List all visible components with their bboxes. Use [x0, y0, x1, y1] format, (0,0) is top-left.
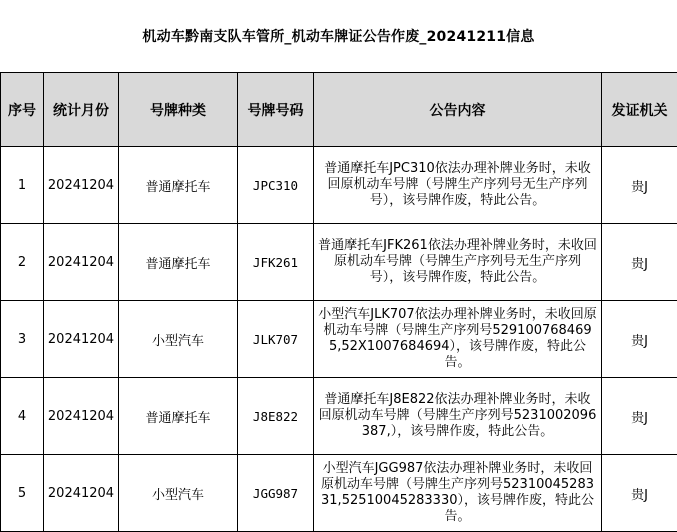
cell-content	[314, 224, 602, 301]
cell-content	[314, 455, 602, 532]
notice-table	[0, 72, 677, 532]
header-issuer: 发证机关	[602, 73, 677, 147]
header-plate-type: 号牌种类	[119, 73, 238, 147]
cell-month: 20241204	[44, 455, 119, 532]
header-no: 序号	[1, 73, 44, 147]
header-plate-number: 号牌号码	[238, 73, 314, 147]
cell-issuer: 贵J	[602, 378, 677, 455]
content-text: 普通摩托车JFK261依法办理补牌业务时，未收回原机动车号牌（号牌生产序列号无生产序列号），该号牌作废，特此公告。	[318, 238, 597, 286]
content-text: 小型汽车JGG987依法办理补牌业务时，未收回原机动车号牌（号牌生产序列号5231004528331,52510045283330），该号牌作废，特此公告。	[318, 461, 597, 525]
cell-issuer: 贵J	[602, 147, 677, 224]
cell-issuer: 贵J	[602, 301, 677, 378]
content-text: 普通摩托车JPC310依法办理补牌业务时，未收回原机动车号牌（号牌生产序列号无生产序列号），该号牌作废，特此公告。	[318, 161, 597, 209]
cell-content	[314, 301, 602, 378]
cell-plate-type: 普通摩托车	[119, 224, 238, 301]
content-text: 小型汽车JLK707依法办理补牌业务时，未收回原机动车号牌（号牌生产序列号5291007684695,52X1007684694），该号牌作废，特此公告。	[318, 307, 597, 371]
cell-month: 20241204	[44, 224, 119, 301]
cell-plate-number: JPC310	[238, 147, 314, 224]
header-month: 统计月份	[44, 73, 119, 147]
cell-month: 20241204	[44, 378, 119, 455]
cell-content	[314, 147, 602, 224]
cell-month: 20241204	[44, 301, 119, 378]
cell-issuer: 贵J	[602, 224, 677, 301]
cell-no: 5	[1, 455, 44, 532]
header-content: 公告内容	[314, 73, 602, 147]
cell-month: 20241204	[44, 147, 119, 224]
content-text: 普通摩托车J8E822依法办理补牌业务时，未收回原机动车号牌（号牌生产序列号5231002096387,），该号牌作废，特此公告。	[318, 392, 597, 440]
cell-plate-number: JGG987	[238, 455, 314, 532]
cell-no: 1	[1, 147, 44, 224]
cell-plate-type: 小型汽车	[119, 455, 238, 532]
table-row	[1, 378, 677, 455]
cell-plate-type: 普通摩托车	[119, 378, 238, 455]
table-row	[1, 301, 677, 378]
cell-plate-number: JFK261	[238, 224, 314, 301]
cell-plate-type: 普通摩托车	[119, 147, 238, 224]
cell-plate-number: JLK707	[238, 301, 314, 378]
table-row	[1, 455, 677, 532]
sheet-title: 机动车黔南支队车管所_机动车牌证公告作废_20241211信息	[0, 0, 677, 72]
header-row	[1, 73, 677, 147]
cell-no: 4	[1, 378, 44, 455]
cell-content	[314, 378, 602, 455]
cell-no: 3	[1, 301, 44, 378]
table-row	[1, 224, 677, 301]
cell-plate-number: J8E822	[238, 378, 314, 455]
cell-plate-type: 小型汽车	[119, 301, 238, 378]
table-row	[1, 147, 677, 224]
cell-issuer: 贵J	[602, 455, 677, 532]
cell-no: 2	[1, 224, 44, 301]
